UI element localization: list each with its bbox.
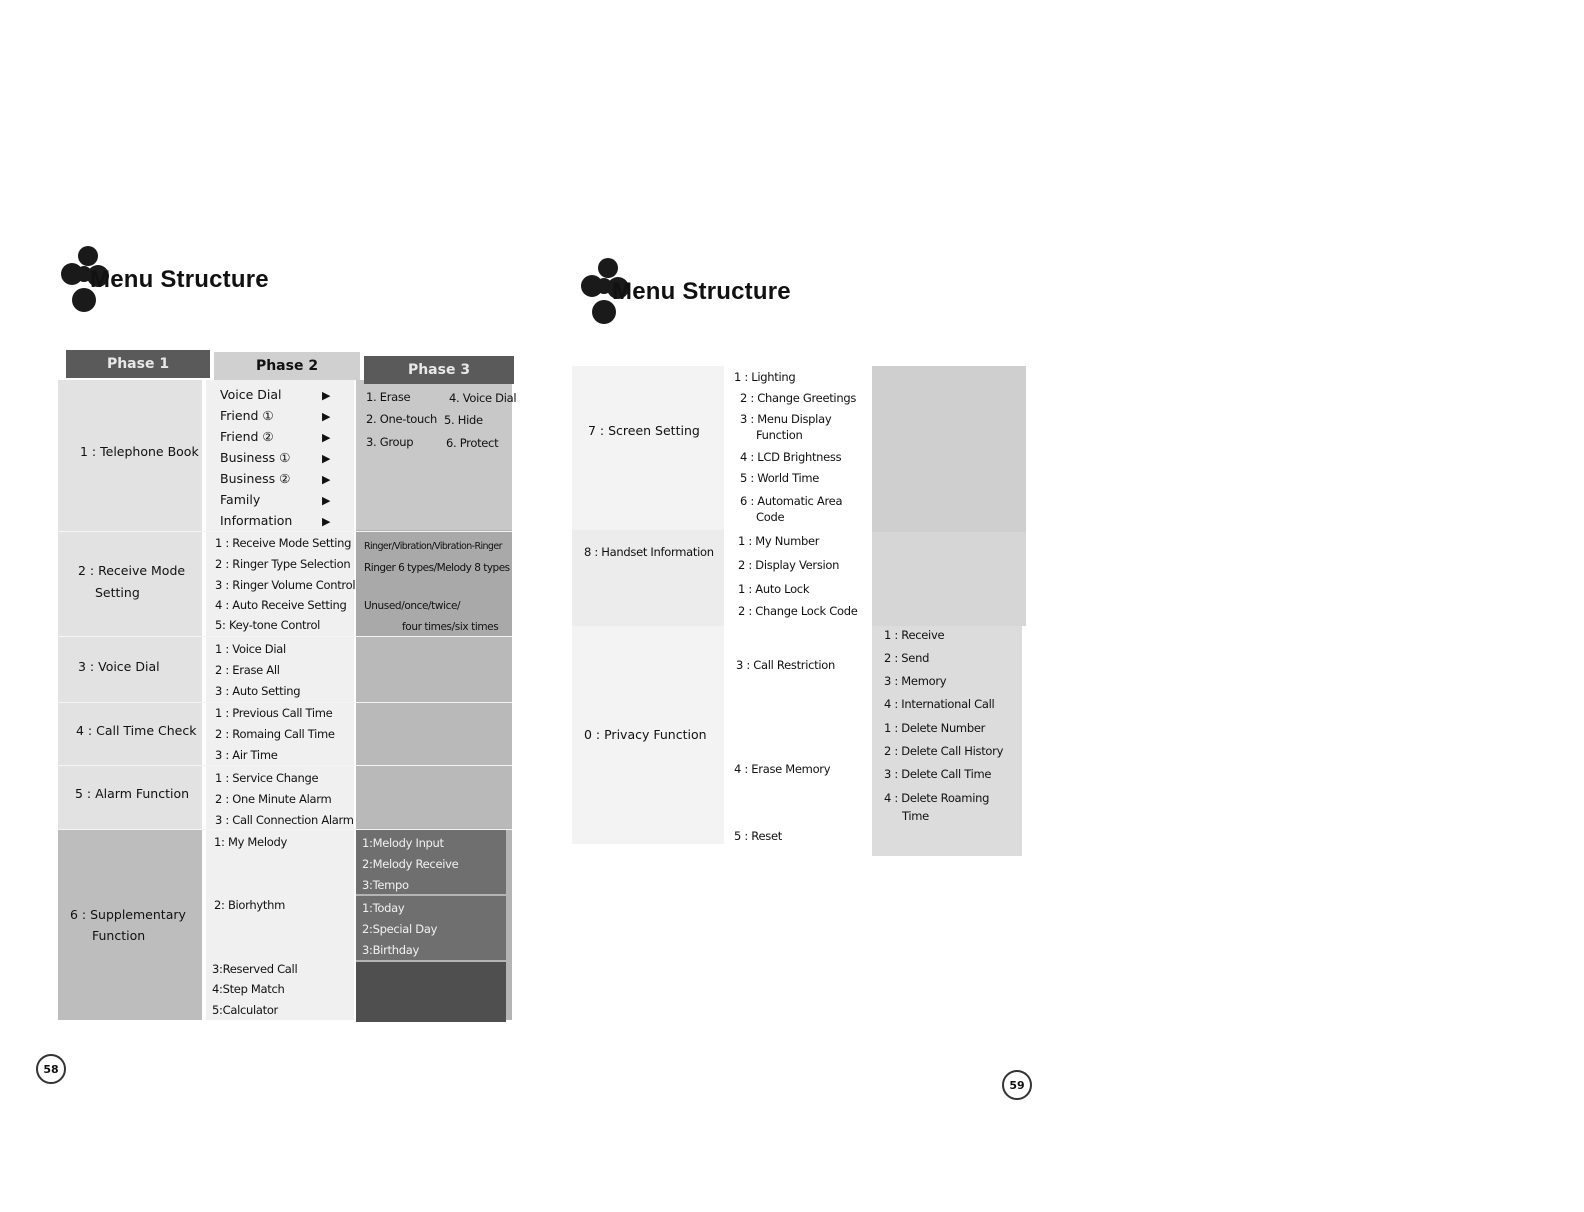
phase2-item: 3 : Auto Setting: [215, 684, 301, 698]
phase3-item: four times/six times: [402, 621, 499, 633]
phase2-item: 1 : Receive Mode Setting: [215, 536, 352, 550]
header-phase3: Phase 3: [364, 356, 514, 384]
phase1-item: 1 : Telephone Book: [80, 444, 199, 459]
triangle-right-icon: ▶: [322, 473, 331, 486]
phase2-item: 1 : Auto Lock: [738, 582, 810, 596]
phase3-item: Unused/once/twice/: [364, 600, 461, 612]
phase2-item: 3 : Menu Display: [740, 412, 832, 426]
phase3-item: 3. Group: [366, 435, 414, 449]
header-phase1: Phase 1: [66, 350, 210, 378]
phase2-item: 1 : Lighting: [734, 370, 796, 384]
triangle-right-icon: ▶: [322, 452, 331, 465]
phase3-item: 4 : International Call: [884, 697, 995, 711]
phase3-item: Time: [902, 809, 929, 823]
row-divider: [58, 636, 512, 637]
phase2-item: 3 : Air Time: [215, 748, 278, 762]
phase2-item: Business ②: [220, 471, 291, 486]
triangle-right-icon: ▶: [322, 410, 331, 423]
header-phase2: Phase 2: [214, 352, 360, 380]
phase2-item: Function: [756, 428, 803, 442]
phase2-item: 1 : My Number: [738, 534, 820, 548]
phase1-item: 2 : Receive Mode: [78, 563, 186, 578]
phase2-item: 2: Biorhythm: [214, 898, 285, 912]
triangle-right-icon: ▶: [322, 431, 331, 444]
phase3-item: 3 : Memory: [884, 674, 947, 688]
phase2-item: 4 : Auto Receive Setting: [215, 598, 347, 612]
phase3-item: 4. Voice Dial: [449, 391, 517, 405]
phase2-item: Family: [220, 492, 261, 507]
phase1-lower: [58, 830, 202, 1020]
phase2-item: 2 : One Minute Alarm: [215, 792, 332, 806]
phase2-item: 4 : LCD Brightness: [740, 450, 842, 464]
phase3-item: Ringer 6 types/Melody 8 types: [364, 562, 510, 574]
phase3-item: 1:Today: [362, 901, 405, 915]
phase1-item: 8 : Handset Information: [584, 545, 714, 559]
phase2-item: Business ①: [220, 450, 291, 465]
row-divider: [58, 531, 512, 532]
phase2-item: Friend ①: [220, 408, 274, 423]
phase2-item: 5:Calculator: [212, 1003, 278, 1017]
phase1-item: 4 : Call Time Check: [76, 723, 197, 738]
row-divider: [58, 765, 512, 766]
phase2-item: 1 : Service Change: [215, 771, 319, 785]
phase3-item: 1 : Delete Number: [884, 721, 986, 735]
phase1-item: 5 : Alarm Function: [75, 786, 190, 801]
phase1-item: 0 : Privacy Function: [584, 727, 707, 742]
phase2-item: 2 : Romaing Call Time: [215, 727, 335, 741]
phase3-item: 2. One-touch: [366, 412, 438, 426]
phase3-item: 1 : Receive: [884, 628, 945, 642]
phase2-item: 5 : World Time: [740, 471, 820, 485]
phase3-item: 2:Special Day: [362, 922, 438, 936]
phase2-item: 2 : Change Greetings: [740, 391, 857, 405]
phase3-item: 1:Melody Input: [362, 836, 444, 850]
phase2-item: 6 : Automatic Area: [740, 494, 843, 508]
phase2-item: Code: [756, 510, 785, 524]
phase3-item: 4 : Delete Roaming: [884, 791, 990, 805]
phase3-item: 3 : Delete Call Time: [884, 767, 992, 781]
phase2-item: 4 : Erase Memory: [734, 762, 831, 776]
phase3-item: 3:Tempo: [362, 878, 409, 892]
phase3-item: 2 : Delete Call History: [884, 744, 1004, 758]
phase2-item: 5: Key-tone Control: [215, 618, 321, 632]
phase2-item: 4:Step Match: [212, 982, 285, 996]
phase3-block-6: [356, 962, 506, 1022]
phase3-block-3: [356, 636, 512, 828]
page-number-badge-icon: 58: [36, 1054, 66, 1084]
phase1-item: Function: [92, 928, 146, 943]
phase2-item: 2 : Display Version: [738, 558, 840, 572]
phase2-item: 2 : Ringer Type Selection: [215, 557, 351, 571]
phase2-item: 5 : Reset: [734, 829, 782, 843]
triangle-right-icon: ▶: [322, 515, 331, 528]
phase2-item: 2 : Change Lock Code: [738, 604, 858, 618]
phase2-item: Information: [220, 513, 293, 528]
page-number-badge-icon: 59: [1002, 1070, 1032, 1100]
triangle-right-icon: ▶: [322, 494, 331, 507]
phase2-item: 1 : Voice Dial: [215, 642, 286, 656]
phase1-item: Setting: [95, 585, 140, 600]
phase2-item: 3:Reserved Call: [212, 962, 298, 976]
phase2-item: 1 : Previous Call Time: [215, 706, 333, 720]
phase3-item: 1. Erase: [366, 390, 411, 404]
phase3-item: Ringer/Vibration/Vibration-Ringer: [364, 541, 502, 552]
phase2-item: 3 : Ringer Volume Control: [215, 578, 356, 592]
phase1-item: 6 : Supplementary: [70, 907, 186, 922]
phase3-item: 2 : Send: [884, 651, 930, 665]
phase2-item: 3 : Call Restriction: [736, 658, 835, 672]
page-title: Menu Structure: [612, 278, 791, 305]
phase3-item: 6. Protect: [446, 436, 499, 450]
phase2-item: Voice Dial: [220, 387, 282, 402]
phase3-item: 2:Melody Receive: [362, 857, 459, 871]
phase3-block: [872, 532, 1026, 626]
phase1-item: 3 : Voice Dial: [78, 659, 160, 674]
triangle-right-icon: ▶: [322, 389, 331, 402]
phase3-item: 3:Birthday: [362, 943, 419, 957]
page-title: Menu Structure: [90, 266, 269, 293]
phase3-item: 5. Hide: [444, 413, 483, 427]
row-divider: [58, 829, 512, 830]
phase2-item: Friend ②: [220, 429, 274, 444]
phase2-item: 1: My Melody: [214, 835, 287, 849]
phase2-item: 2 : Erase All: [215, 663, 280, 677]
phase1-item: 7 : Screen Setting: [588, 423, 700, 438]
phase2-item: 3 : Call Connection Alarm: [215, 813, 354, 827]
phase3-block: [872, 366, 1026, 532]
row-divider: [58, 702, 512, 703]
